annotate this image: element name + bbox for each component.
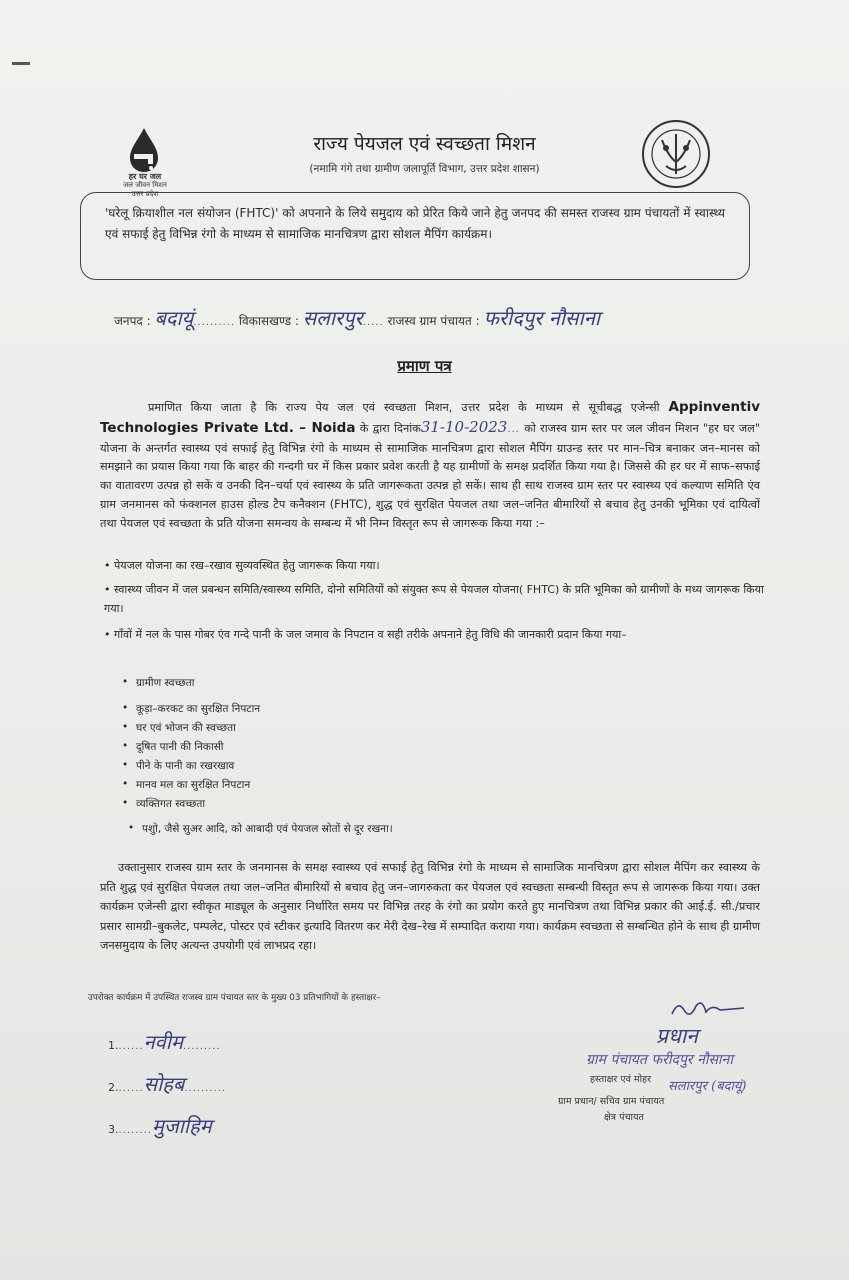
district-value: बदायूं	[154, 306, 194, 330]
left-logo-sub: जल जीवन मिशन	[123, 181, 167, 189]
participant-3: 3.........मुजाहिम	[108, 1114, 212, 1138]
stamp-line-2: सलारपुर (बदायूं)	[668, 1079, 747, 1094]
stamp-line-1: ग्राम पंचायत फरीदपुर नौसाना	[586, 1052, 733, 1068]
panchayat-value: फरीदपुर नौसाना	[483, 306, 601, 330]
participant-2: 2.......सोहब..........	[108, 1072, 227, 1096]
p1-rest: जीवन मिशन "हर घर जल" योजना के अन्तर्गत स्वास्थ्य एवं सफाई हेतु विभिन्न रंगो के माध्यम से सामाजिक मानचित्रण द्वारा सोशल मैपिंग ग्राउन्ड स्तर पर मान–चित्र बनाकर जन–मानस को समझाने का प्रयास किया गया कि बाहर की गन्दगी घर में किस प्रकार प्रवेश करती है यह ग्रामीणों के समक्ष प्रदर्शित किया गया है। जिससे की हर घर में साफ–सफाई का वातावरण उत्पन्न हो सकें व उनकी दिन–चर्या एवं स्वास्थ्य के प्रति जागरूकता उत्पन्न हो सकें। साथ ही साथ राजस्व ग्राम स्तर पर स्वास्थ्य एवं कल्याण समिति एंव ग्राम जनमानस को फंक्शनल हाउस होल्ड टैप कनैक्शन (FHTC), शुद्ध एवं सुरक्षित पेयजल तथा जल–जनित बीमारियों से बचाव हेतु उनकी भूमिका एवं दायित्वों तथा पेयजल एवं स्वच्छता के प्रति योजना समन्वय के सम्बन्ध में भी निम्न विस्तृत रूप से जागरूक किया गया :–	[100, 421, 761, 530]
participant-1: 1.......नवीम.........	[108, 1030, 221, 1054]
bullet-3-text: गाँवों में नल के पास गोबर एंव गन्दे पानी के जल जमाव के निपटान व सही तरीके अपनाने हेतु विधि की जानकारी प्रदान किया गया–	[114, 628, 627, 641]
paragraph-2: उक्तानुसार राजस्व ग्राम स्तर के जनमानस के समक्ष स्वास्थ्य एवं सफाई हेतु विभिन्न रंगो के माध्यम से सामाजिक मानचित्रण द्वारा सोशल मैपिंग कर स्वास्थ्य के प्रति शुद्ध एवं सुरक्षित पेयजल तथा जल–जनित बीमारियों से बचाव हेतु जन–जागरुकता कर पेयजल एवं स्वच्छता सम्बन्धी विस्तृत रूप से जागरूक किया गया। उक्त कार्यक्रम एजेन्सी द्वारा स्वीकृत माड्यूल के अनुसार निर्धारित समय पर विभिन्न तरह के रंगो का प्रयोग करते हुए मानचित्रण तथा विभिन्न प्रकार की आई.ई. सी./प्रचार प्रसार सामग्री–बुकलेट, पम्पलेट, पोस्टर एवं स्टीकर इत्यादि वितरण कर मेरी देख–रेख में सम्पादित कराया गया। कार्यक्रम स्वच्छता से सम्बन्धित होने के साथ ही ग्रामीण जनसमुदाय के लिए अत्यन्त उपयोगी एवं लाभप्रद रहा।	[100, 861, 760, 952]
district-label: जनपद :	[114, 314, 151, 328]
printed-line-3: क्षेत्र पंचायत	[604, 1112, 644, 1123]
block-value: सलारपुर	[302, 306, 363, 330]
p1-after-date: को राजस्व ग्राम स्तर पर जल	[524, 421, 643, 435]
p1-date-label: के द्वारा दिनांक	[359, 421, 421, 435]
bullet-2-text: स्वास्थ्य जीवन में जल प्रबन्धन समिति/स्वास्थ्य समिति, दोनो समितियों को संयुक्त रूप से पेयजल योजना( FHTC) के प्रति भूमिका को ग्रामीणों के मध्य जागरूक किया गया।	[104, 583, 764, 615]
pradhan-title: प्रधान	[656, 1024, 698, 1048]
sub-item-6: • मानव मल का सुरक्षित निपटान	[136, 778, 250, 792]
bullet-1-text: पेयजल योजना का रख–रखाव सुव्यवस्थित हेतु जागरूक किया गया।	[114, 559, 380, 572]
participant-1-signature: नवीम	[143, 1030, 183, 1054]
bullet-2: • स्वास्थ्य जीवन में जल प्रबन्धन समिति/स्वास्थ्य समिति, दोनो समितियों को संयुक्त रूप से पेयजल योजना( FHTC) के प्रति भूमिका को ग्रामीणों के मध्य जागरूक किया गया।	[104, 583, 764, 615]
p1-intro: प्रमाणित किया जाता है कि राज्य पेय जल एवं स्वच्छता मिशन, उत्तर प्रदेश के माध्यम से सूचीबद्ध एजेन्सी	[148, 401, 660, 414]
last-item: • पशुो, जैसे सुअर आदि, को आबादी एवं पेयजल स्रोतों से दूर रखना।	[142, 822, 393, 836]
panchayat-label: राजस्व ग्राम पंचायत :	[387, 314, 480, 328]
bullet-3: • गाँवों में नल के पास गोबर एंव गन्दे पानी के जल जमाव के निपटान व सही तरीके अपनाने हेतु विधि की जानकारी प्रदान किया गया–	[104, 628, 627, 641]
program-description-box: 'घरेलू क्रियाशील नल संयोजन (FHTC)' को अपनाने के लिये समुदाय को प्रेरित किये जाने हेतु जनपद की समस्त राजस्व ग्राम पंचायतों में स्वास्थ्य एवं सफाई हेतु विभिन्न रंगो के माध्यम से सामाजिक मानचित्रण द्वारा सोशल मैपिंग कार्यक्रम।	[80, 192, 750, 280]
printed-line-1: हस्ताक्षर एवं मोहर	[590, 1074, 651, 1085]
bullet-1: • पेयजल योजना का रख–रखाव सुव्यवस्थित हेतु जागरूक किया गया।	[104, 559, 380, 572]
header-subtitle: (नमामि गंगे तथा ग्रामीण जलापूर्ति विभाग, उत्तर प्रदेश शासन)	[309, 163, 540, 175]
block-label: विकासखण्ड :	[238, 314, 299, 328]
paragraph-1: प्रमाणित किया जाता है कि राज्य पेय जल एवं स्वच्छता मिशन, उत्तर प्रदेश के माध्यम से सूचीबद्ध एजेन्सी Appinventiv Technologies Private Ltd. – Noida के द्वारा दिनांक31-10-2023... को राजस्व ग्राम स्तर पर जल जीवन मिशन "हर घर जल" योजना के अन्तर्गत स्वास्थ्य एवं सफाई हेतु विभिन्न रंगो के माध्यम से सामाजिक मानचित्रण द्वारा सोशल मैपिंग ग्राउन्ड स्तर पर मान–चित्र बनाकर जन–मानस को समझाने का प्रयास किया गया कि बाहर की गन्दगी घर में किस प्रकार प्रवेश करती है यह ग्रामीणों के समक्ष प्रदर्शित किया गया है। जिससे की हर घर में साफ–सफाई का वातावरण उत्पन्न हो सकें व उनकी दिन–चर्या एवं स्वास्थ्य के प्रति जागरूकता उत्पन्न हो सकें। साथ ही साथ राजस्व ग्राम स्तर पर स्वास्थ्य एवं कल्याण समिति एंव ग्राम जनमानस को फंक्शनल हाउस होल्ड टैप कनैक्शन (FHTC), शुद्ध एवं सुरक्षित पेयजल तथा जल–जनित बीमारियों से बचाव हेतु उनकी भूमिका एवं दायित्वों तथा पेयजल एवं स्वच्छता के प्रति योजना समन्वय के सम्बन्ध में भी निम्न विस्तृत रूप से जागरूक किया गया :–	[100, 399, 761, 530]
printed-line-2: ग्राम प्रधान/ सचिव ग्राम पंचायत	[558, 1096, 665, 1107]
participant-3-signature: मुजाहिम	[151, 1114, 212, 1138]
participant-3-num: 3.	[108, 1123, 119, 1136]
sub-item-3: • घर एवं भोजन की स्वच्छता	[136, 721, 236, 735]
location-row: जनपद : बदायूं.......... विकासखण्ड : सलारपुर..... राजस्व ग्राम पंचायत : फरीदपुर नौसाना	[114, 306, 601, 330]
participant-2-num: 2.	[108, 1081, 119, 1094]
agency-name: Appinventiv Technologies Private Ltd. – Noida	[100, 399, 761, 436]
scan-mark	[12, 62, 30, 65]
certificate-title: प्रमाण पत्र	[397, 357, 452, 375]
sub-item-5: • पीने के पानी का रखरखाव	[136, 759, 234, 773]
participant-2-signature: सोहब	[143, 1072, 185, 1096]
header-title: राज्य पेयजल एवं स्वच्छता मिशन	[313, 133, 536, 155]
sub-item-2: • कूड़ा–करकट का सुरक्षित निपटान	[136, 702, 260, 716]
left-logo-text: हर घर जल	[128, 172, 162, 181]
sub-item-1: • ग्रामीण स्वच्छता	[136, 676, 194, 690]
participant-1-num: 1.	[108, 1039, 119, 1052]
left-logo-sub2: उत्तर प्रदेश	[131, 190, 159, 198]
p1-date: 31-10-2023	[420, 417, 508, 436]
pradhan-signature	[668, 996, 748, 1022]
sub-item-4: • दूषित पानी की निकासी	[136, 740, 224, 754]
participants-label: उपरोक्त कार्यक्रम में उपस्थित राजस्व ग्राम पंचायत स्तर के मुख्य 03 प्रतिभागियों के हस्ताक्षर–	[88, 993, 381, 1003]
sub-item-7: • व्यक्तिगत स्वच्छता	[136, 797, 205, 811]
